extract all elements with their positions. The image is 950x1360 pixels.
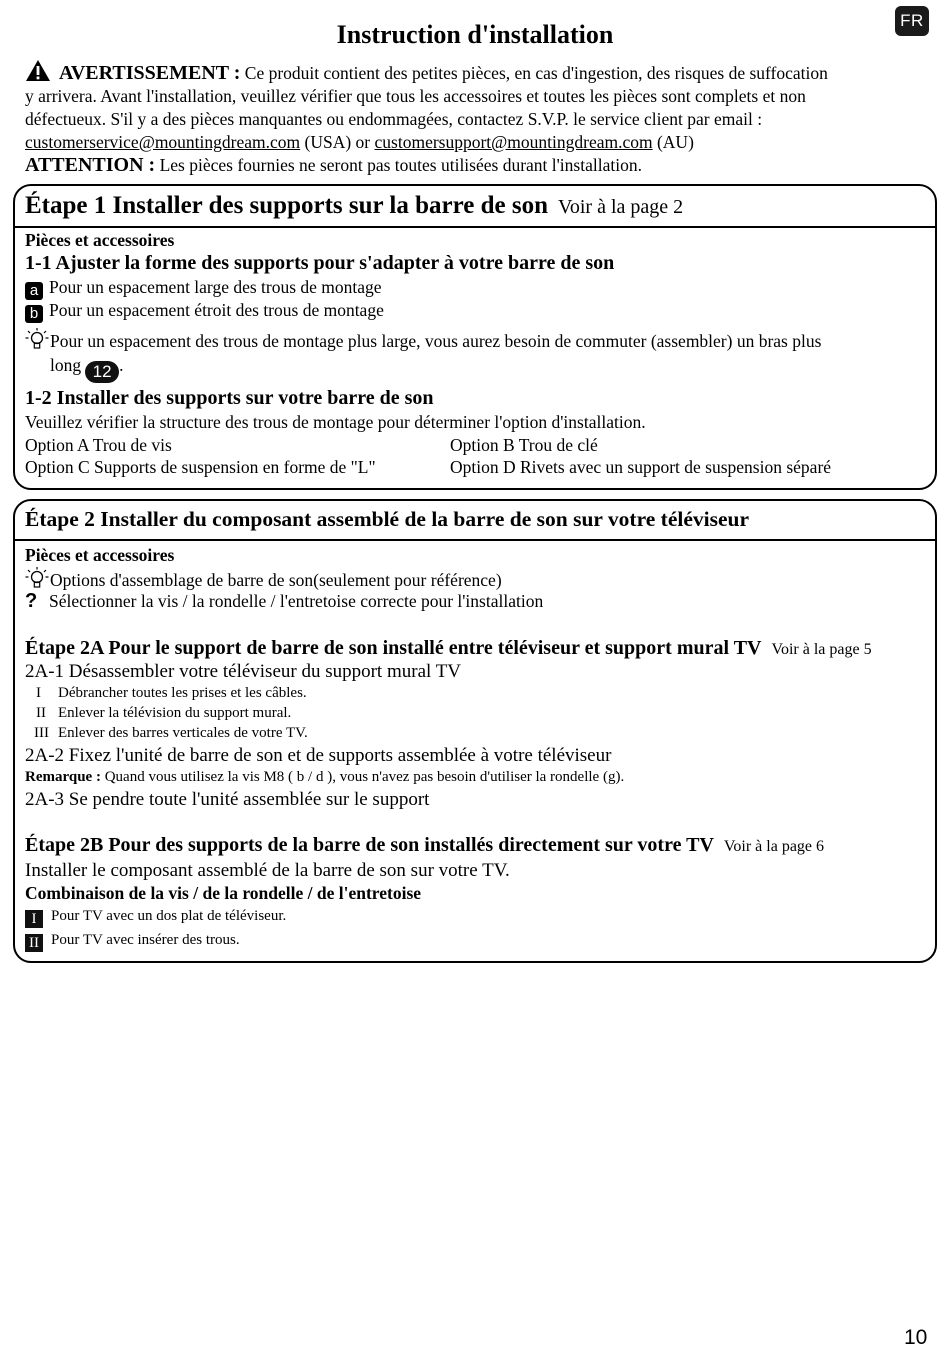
- language-badge: FR: [895, 6, 929, 36]
- warning-line-1: Ce produit contient des petites pièces, en cas d'ingestion, des risques de suffocation: [244, 63, 828, 83]
- lightbulb-icon: [25, 327, 49, 353]
- step1-parts-label: Pièces et accessoires: [25, 230, 175, 250]
- step2-title: Étape 2 Installer du composant assemblé de la barre de son sur votre téléviseur: [25, 507, 750, 531]
- step2a-1: 2A-1 Désassembler votre téléviseur du support mural TV: [25, 661, 462, 682]
- step2b-heading: [25, 834, 824, 857]
- step1-item-b-text: Pour un espacement étroit des trous de montage: [49, 300, 384, 320]
- a1-item-1: [36, 685, 307, 702]
- label-a-icon: a: [25, 282, 43, 300]
- step1-tip: [25, 327, 925, 383]
- attention-text: Les pièces fournies ne seront pas toutes utilisées durant l'installation.: [159, 155, 642, 175]
- usa-label: (USA) or: [304, 132, 371, 152]
- a1-item-text: Enlever la télévision du support mural.: [58, 705, 292, 721]
- combo-item-text: Pour TV avec insérer des trous.: [51, 932, 240, 948]
- step2-divider: [15, 539, 935, 541]
- remark-text: Quand vous utilisez la vis M8 ( b / d ), vous n'avez pas besoin d'utiliser la rondelle (g).: [104, 769, 625, 785]
- combo-item-text: Pour TV avec un dos plat de téléviseur.: [51, 908, 287, 924]
- combo-item-1: [25, 908, 286, 928]
- step2-tip-text: Options d'assemblage de barre de son(seulement pour référence): [50, 570, 502, 590]
- warning-triangle-icon: [25, 59, 51, 82]
- step1-item-b: [25, 300, 384, 323]
- page-number: 10: [904, 1326, 928, 1349]
- roman-numeral: III: [34, 725, 49, 741]
- step1-sub1-title: 1-1 Ajuster la forme des supports pour s'adapter à votre barre de son: [25, 252, 615, 274]
- step2a-see-page: Voir à la page 5: [771, 641, 872, 658]
- page-title: Instruction d'installation: [336, 20, 614, 49]
- option-d: Option D Rivets avec un support de suspension séparé: [450, 457, 832, 477]
- step2a-2: 2A-2 Fixez l'unité de barre de son et de supports assemblée à votre téléviseur: [25, 745, 612, 766]
- warning-block: [25, 59, 925, 177]
- warning-line-3: défectueux. S'il y a des pièces manquantes ou endommagées, contactez S.V.P. le service client par email :: [25, 109, 763, 129]
- au-label: (AU): [656, 132, 694, 152]
- part-12-badge: 12: [85, 361, 119, 383]
- question-mark-icon: ?: [25, 590, 38, 612]
- step2a-title: Étape 2A Pour le support de barre de son installé entre téléviseur et support mural TV: [25, 637, 762, 659]
- roman-numeral: I: [36, 685, 41, 701]
- step2a-remark: [25, 769, 624, 786]
- option-c: Option C Supports de suspension en forme de "L": [25, 457, 376, 477]
- step1-tip-line-1: Pour un espacement des trous de montage plus large, vous aurez besoin de commuter (assembler) un bras plus: [50, 331, 822, 351]
- step2b-see-page: Voir à la page 6: [723, 838, 825, 855]
- step1-sub2-title: 1-2 Installer des supports sur votre barre de son: [25, 387, 434, 409]
- a1-item-text: Enlever des barres verticales de votre TV.: [58, 725, 308, 741]
- step2b-text: Installer le composant assemblé de la barre de son sur votre TV.: [25, 860, 510, 881]
- email-au-link[interactable]: customersupport@mountingdream.com: [374, 132, 653, 152]
- lightbulb-icon: [25, 566, 49, 592]
- remark-label: Remarque :: [25, 769, 101, 785]
- step1-heading: [25, 192, 683, 220]
- warning-label: AVERTISSEMENT :: [59, 62, 241, 84]
- a1-item-3: [34, 725, 308, 742]
- step1-sub2-text: Veuillez vérifier la structure des trous de montage pour déterminer l'option d'installation.: [25, 412, 646, 432]
- step1-tip-end: .: [119, 355, 124, 375]
- step2a-heading: [25, 637, 872, 660]
- attention-label: ATTENTION :: [25, 154, 156, 176]
- step2a-3: 2A-3 Se pendre toute l'unité assemblée sur le support: [25, 789, 430, 810]
- step2b-title: Étape 2B Pour des supports de la barre de son installés directement sur votre TV: [25, 834, 714, 856]
- step2-tip: [25, 566, 502, 592]
- combo-item-2: [25, 932, 240, 952]
- step1-tip-line-2: long: [50, 355, 82, 375]
- step2-question: [25, 590, 543, 613]
- roman-i-icon: I: [25, 910, 43, 928]
- step2-question-text: Sélectionner la vis / la rondelle / l'entretoise correcte pour l'installation: [49, 591, 544, 611]
- roman-ii-icon: II: [25, 934, 43, 952]
- step1-item-a-text: Pour un espacement large des trous de montage: [49, 277, 382, 297]
- a1-item-text: Débrancher toutes les prises et les câbles.: [58, 685, 307, 701]
- roman-numeral: II: [36, 705, 46, 721]
- step2-parts-label: Pièces et accessoires: [25, 545, 175, 565]
- email-usa-link[interactable]: customerservice@mountingdream.com: [25, 132, 301, 152]
- warning-line-2: y arrivera. Avant l'installation, veuillez vérifier que tous les accessoires et toutes les pièces sont complets et non: [25, 86, 806, 106]
- step1-item-a: [25, 277, 382, 300]
- step1-see-page: Voir à la page 2: [558, 196, 684, 218]
- step1-title: Étape 1 Installer des supports sur la barre de son: [25, 192, 548, 219]
- step1-divider: [15, 226, 935, 228]
- combo-label: Combinaison de la vis / de la rondelle / de l'entretoise: [25, 883, 422, 903]
- a1-item-2: [36, 705, 291, 722]
- label-b-icon: b: [25, 305, 43, 323]
- option-b: Option B Trou de clé: [450, 435, 598, 455]
- option-a: Option A Trou de vis: [25, 435, 172, 455]
